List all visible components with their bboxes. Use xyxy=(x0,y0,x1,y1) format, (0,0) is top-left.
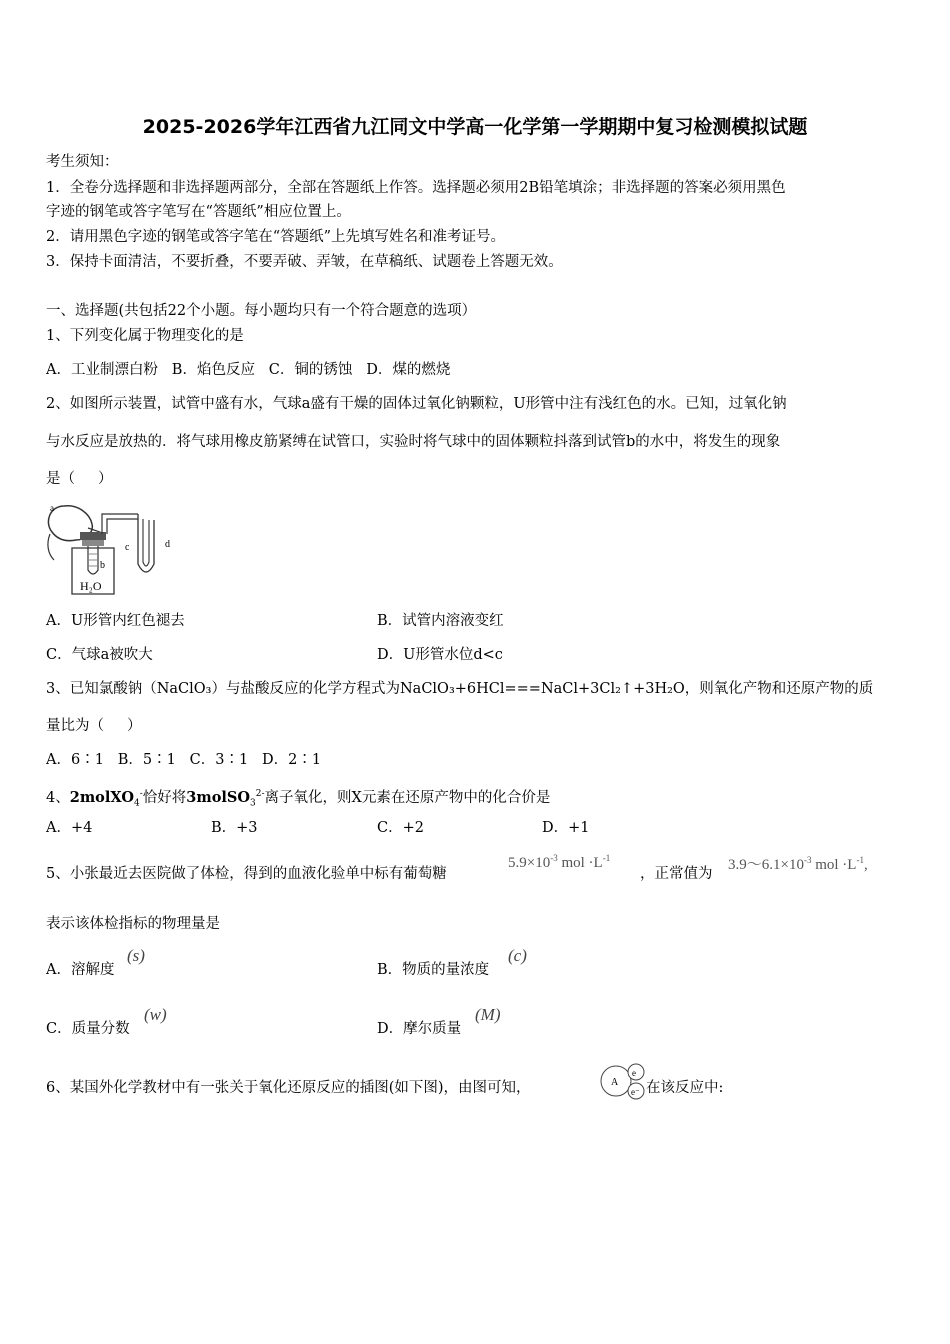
q5-option-c-symbol: (w) xyxy=(144,1005,167,1024)
q5-normal-range xyxy=(728,853,868,874)
q4-option-a: A．+4 xyxy=(46,820,93,836)
q5-option-d: D．摩尔质量 xyxy=(377,1021,462,1037)
q4-so3-sub: 3 xyxy=(249,798,256,809)
tube-markings xyxy=(89,554,97,566)
q5-option-a: A．溶解度 xyxy=(46,962,115,978)
q4-option-c: C．+2 xyxy=(377,820,424,836)
u-tube-inner xyxy=(143,519,149,566)
q5-line-2: 表示该体检指标的物理量是 xyxy=(46,916,220,932)
rubber-band xyxy=(82,540,104,546)
q4-so3: 3molSO xyxy=(186,788,250,806)
atom-a-label: A xyxy=(611,1077,619,1088)
page-title: 2025-2026学年江西省九江同文中学高一化学第一学期期中复习检测模拟试题 xyxy=(142,116,808,138)
q2-option-c: C．气球a被吹大 xyxy=(46,647,153,663)
notice-heading: 考生须知： xyxy=(46,154,119,170)
q4-option-b: B．+3 xyxy=(211,820,258,836)
notice-line-1b: 字迹的钢笔或答字笔写在“答题纸”相应位置上。 xyxy=(46,204,351,220)
q5-normal-tail: , xyxy=(863,857,868,873)
q4-text-2: 离子氧化，则X元素在还原产物中的化合价是 xyxy=(264,789,551,806)
q1-options: A．工业制漂白粉 B．焰色反应 C．铜的锈蚀 D．煤的燃烧 xyxy=(46,362,451,378)
electron-label-2: e⁻ xyxy=(631,1087,640,1097)
label-b: b xyxy=(100,560,105,571)
q6-stem-prefix: 6、某国外化学教材中有一张关于氧化还原反应的插图(如下图)，由图可知， xyxy=(46,1080,531,1096)
q2-line-3: 是（ ） xyxy=(46,471,113,487)
q3-options: A．6∶1 B．5∶1 C．3∶1 D．2∶1 xyxy=(46,752,322,768)
notice-line-1a: 1．全卷分选择题和非选择题两部分，全部在答题纸上作答。选择题必须用2B铅笔填涂；非选择题的答案必须用黑色 xyxy=(46,180,786,196)
q5-option-c: C．质量分数 xyxy=(46,1021,130,1037)
q2-line-2: 与水反应是放热的．将气球用橡皮筋紧缚在试管口，实验时将气球中的固体颗粒抖落到试管b的水中，将发生的现象 xyxy=(46,434,781,450)
section-heading: 一、选择题(共包括22个小题。每小题均只有一个符合题意的选项） xyxy=(46,303,477,319)
q4-xo4-charge: - xyxy=(139,789,143,799)
q4-prefix: 4、 xyxy=(46,789,70,806)
q2-apparatus-figure xyxy=(42,498,182,600)
q5-measured-number: 5.9×10 xyxy=(508,855,551,871)
label-c: c xyxy=(125,542,130,553)
q6-stem-suffix: 在该反应中: xyxy=(646,1080,724,1096)
q2-line-1: 2、如图所示装置，试管中盛有水，气球a盛有干燥的固体过氧化钠颗粒，U形管中注有浅红色的水。已知，过氧化钠 xyxy=(46,396,787,412)
q5-normal-unit-exp: -1 xyxy=(856,855,864,865)
q5-option-b: B．物质的量浓度 xyxy=(377,962,490,978)
q4-so3-charge: 2- xyxy=(255,789,265,799)
label-a: a xyxy=(50,503,54,513)
q2-option-d: D．U形管水位d<c xyxy=(377,647,503,663)
q4-option-d: D．+1 xyxy=(542,820,590,836)
u-tube-outer xyxy=(138,514,154,572)
connector-pipe-inner xyxy=(107,519,138,534)
q1-stem: 1、下列变化属于物理变化的是 xyxy=(46,328,244,344)
q5-mid-text: ，正常值为 xyxy=(640,866,713,882)
q2-option-b: B．试管内溶液变红 xyxy=(377,613,504,629)
electron-transfer-icon xyxy=(598,1062,648,1102)
q4-stem xyxy=(46,784,550,814)
q3-line-2: 量比为（ ） xyxy=(46,718,142,734)
q5-normal-exp: -3 xyxy=(803,855,812,865)
notice-line-2: 2．请用黑色字迹的钢笔或答字笔在“答题纸”上先填写姓名和准考证号。 xyxy=(46,229,506,245)
q5-measured-exp: -3 xyxy=(550,853,558,863)
q5-normal-unit: mol ·L xyxy=(815,857,857,873)
q5-measured-value xyxy=(508,853,610,872)
electron-circle-1 xyxy=(628,1064,644,1080)
q2-option-a: A．U形管内红色褪去 xyxy=(46,613,185,629)
q4-xo4: 2molXO xyxy=(69,788,134,806)
label-d: d xyxy=(165,539,170,550)
q5-measured-unit-exp: -1 xyxy=(602,853,611,863)
balloon-neck xyxy=(48,534,54,560)
q5-option-d-symbol: (M) xyxy=(475,1005,501,1024)
q5-option-b-symbol: (c) xyxy=(508,946,527,965)
q5-measured-unit: mol ·L xyxy=(561,855,603,871)
notice-line-3: 3．保持卡面清洁，不要折叠，不要弄破、弄皱，在草稿纸、试题卷上答题无效。 xyxy=(46,254,563,270)
q5-stem-prefix: 5、小张最近去医院做了体检，得到的血液化验单中标有葡萄糖 xyxy=(46,866,447,882)
label-water: H₂O xyxy=(80,579,102,593)
electron-label-1: e xyxy=(632,1068,636,1078)
q5-option-a-symbol: (s) xyxy=(127,946,145,965)
q3-line-1: 3、已知氯酸钠（NaClO₃）与盐酸反应的化学方程式为NaClO₃+6HCl===NaCl+3Cl₂↑+3H₂O，则氧化产物和还原产物的质 xyxy=(46,681,874,697)
q5-normal-number: 3.9～6.1×10 xyxy=(728,857,804,873)
q4-text-1: 恰好将 xyxy=(142,789,187,806)
q4-xo4-sub: 4 xyxy=(133,798,140,809)
